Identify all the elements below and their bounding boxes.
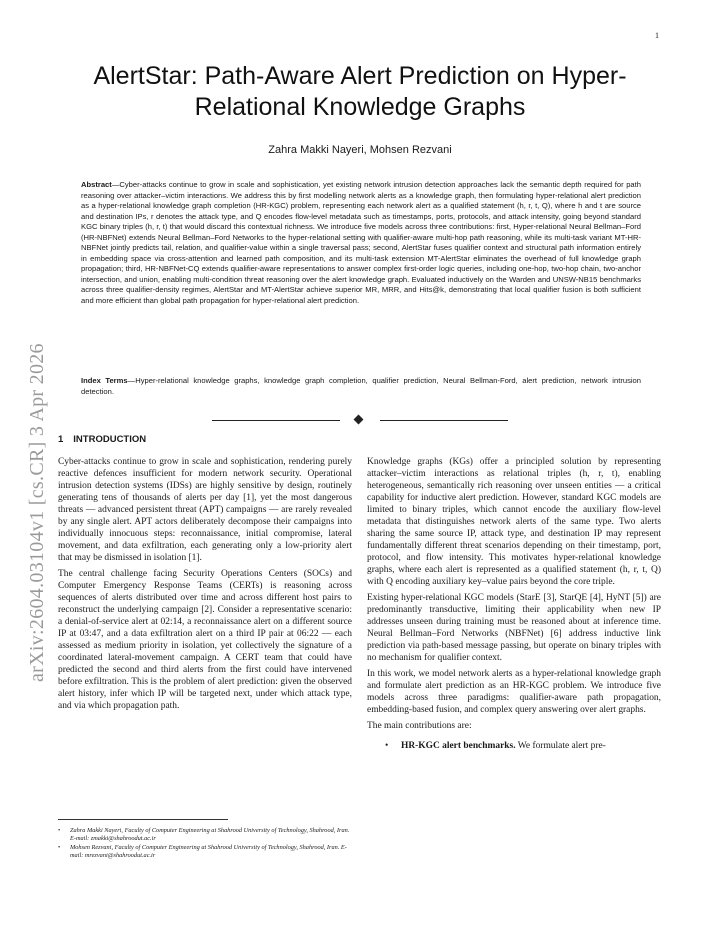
paragraph: The central challenge facing Security Operations Centers (SOCs) and Computer Emergency Response Teams (CERTs) is reasoning across sequences of alerts distributed over time and across different host pairs to reconstruct the underlying campaign [2]. Consider a representative scenario: a denial-of-service alert at 02:14, a reconnaissance alert on a different source IP at 03:47, and a data exfiltration alert on a third IP pair at 06:22 — each assessed as medium priority in isolation, yet collectively the signature of a coordinated lateral-movement campaign. A CERT team that could have predicted the second and third alerts from the first could have intervened before exfiltration. This is the problem of alert prediction: given the observed alert history, infer which IP will be targeted next, under which attack type, and via which propagation path. bbox=[58, 569, 352, 711]
contribution-text: We formulate alert pre- bbox=[515, 741, 606, 751]
right-column bbox=[367, 456, 661, 752]
arxiv-stamp: arXiv:2604.03104v1 [cs.CR] 3 Apr 2026 bbox=[26, 343, 48, 682]
paragraph: The main contributions are: bbox=[367, 721, 472, 731]
footnote-item: • Zahra Makki Nayeri, Faculty of Computer Engineering at Shahrood University of Technology, Shahrood, Iran. E-mail: zmakki@shahroodut.ac.ir bbox=[58, 827, 352, 843]
paper-title: AlertStar: Path-Aware Alert Prediction on Hyper-Relational Knowledge Graphs bbox=[93, 62, 627, 121]
index-terms bbox=[81, 376, 641, 397]
author-list: Zahra Makki Nayeri, Mohsen Rezvani bbox=[268, 144, 452, 156]
divider-line-right bbox=[380, 420, 508, 421]
index-terms-label: Index Terms bbox=[81, 376, 128, 385]
section-number: 1 bbox=[58, 434, 64, 445]
paragraph: Knowledge graphs (KGs) offer a principled solution by representing attacker–victim interactions as relational triples (h, r, t), enabling heterogeneous, semantically rich reasoning over unseen entities — a critical capability for inductive alert prediction. However, standard KGC models are limited to binary triples, which cannot encode the auxiliary flow-level metadata that distinguishes network alerts of the same type. Two alerts sharing the same source IP, attack type, and destination IP may represent fundamentally different threat scenarios depending on their timestamp, port, protocol, and flow intensity. This motivates hyper-relational knowledge graphs, where each alert is represented as a qualified statement (h, r, t, Q) with Q encoding auxiliary key–value pairs beyond the core triple. bbox=[367, 457, 661, 587]
footnote-rule bbox=[58, 819, 228, 820]
paragraph: Cyber-attacks continue to grow in scale and sophistication, rendering purely reactive defences insufficient for modern network security. Operational intrusion detection systems (IDSs) are highly sensitive by design, routinely generating tens of thousands of alerts per day [1], yet the most dangerous threats — advanced persistent threat (APT) campaigns — are rarely revealed by any single alert. APT actors deliberately decompose their campaigns into individually innocuous steps: reconnaissance, initial compromise, lateral movement, and data exfiltration, each generating only a low-priority alert that may be dismissed in isolation [1]. bbox=[58, 457, 352, 563]
paragraph: Existing hyper-relational KGC models (StarE [3], StarQE [4], HyNT [5]) are predominantly transductive, limiting their applicability when new IP addresses unseen during training must be reasoned about at inference time. Neural Bellman–Ford Networks (NBFNet) [6] address inductive link prediction via path-based message passing, but operate on binary triples with no mechanism for qualifier context. bbox=[367, 593, 661, 663]
index-terms-text: —Hyper-relational knowledge graphs, knowledge graph completion, qualifier prediction, Neural Bellman-Ford, alert prediction, network intrusion detection. bbox=[81, 376, 642, 396]
section-divider bbox=[212, 414, 508, 426]
section-title: INTRODUCTION bbox=[73, 434, 147, 445]
page-number: 1 bbox=[655, 31, 659, 40]
divider-line-left bbox=[212, 420, 340, 421]
diamond-icon bbox=[354, 415, 364, 425]
abstract-text: —Cyber-attacks continue to grow in scale and sophistication, yet existing network intrusion detection approaches lack the semantic depth required for path reasoning over attacker–victim interactions. We address this by first modelling network alerts as a knowledge graph, then formulating hyper-relational alert prediction as a hyper-relational knowledge graph completion (HR-KGC) problem, representing each network alert as a qualified statement (h, r, t, Q), where h and t are source and destination IPs, r denotes the attack type, and Q encodes flow-level metadata such as timestamps, ports, protocols, and attack intensity, going beyond standard KGC binary triples (h, r, t) that would discard this contextual richness. We introduce five models across three contributions: first, Hyper-relational Neural Bellman–Ford (HR-NBFNet) extends Neural Bellman–Ford Networks to the hyper-relational setting with qualifier-aware multi-hop path reasoning, while its multi-task variant MT-HR-NBFNet jointly predicts tail, relation, and qualifier-value within a single traversal pass; second, AlertStar fuses qualifier context and structural path information entirely in embedding space via cross-attention and learned path composition, and its multi-task extension MT-AlertStar eliminates the overhead of full knowledge graph propagation; third, HR-NBFNet-CQ extends qualifier-aware representations to answer complex first-order logic queries, including one-hop, two-hop chain, two-anchor intersection, and union, enabling multi-condition threat reasoning over the alert knowledge graph. Evaluated inductively on the Warden and UNSW-NB15 benchmarks across three qualifier-density regimes, AlertStar and MT-AlertStar achieve superior MR, MRR, and Hits@k, demonstrating that local qualifier fusion is both sufficient and more efficient than global path propagation for hyper-relational alert prediction. bbox=[81, 180, 641, 306]
contribution-list-item bbox=[367, 740, 661, 752]
abstract-label: Abstract bbox=[81, 180, 112, 189]
paragraph: In this work, we model network alerts as a hyper-relational knowledge graph and formulate alert prediction as an HR-KGC problem. We introduce five models across three paradigms: qualifier-aware path propagation, embedding-based fusion, and complex query answering over alert graphs. bbox=[367, 669, 661, 715]
footnotes bbox=[58, 827, 352, 861]
left-column bbox=[58, 456, 352, 836]
contribution-lead: HR-KGC alert benchmarks. bbox=[401, 741, 516, 751]
abstract bbox=[81, 180, 641, 307]
footnote-item: • Mohsen Rezvani, Faculty of Computer Engineering at Shahrood University of Technology, Shahrood, Iran. E-mail: mrezvani@shahroodut.ac.ir bbox=[58, 844, 352, 860]
section-heading bbox=[58, 434, 358, 445]
bullet-icon: • bbox=[385, 741, 389, 751]
